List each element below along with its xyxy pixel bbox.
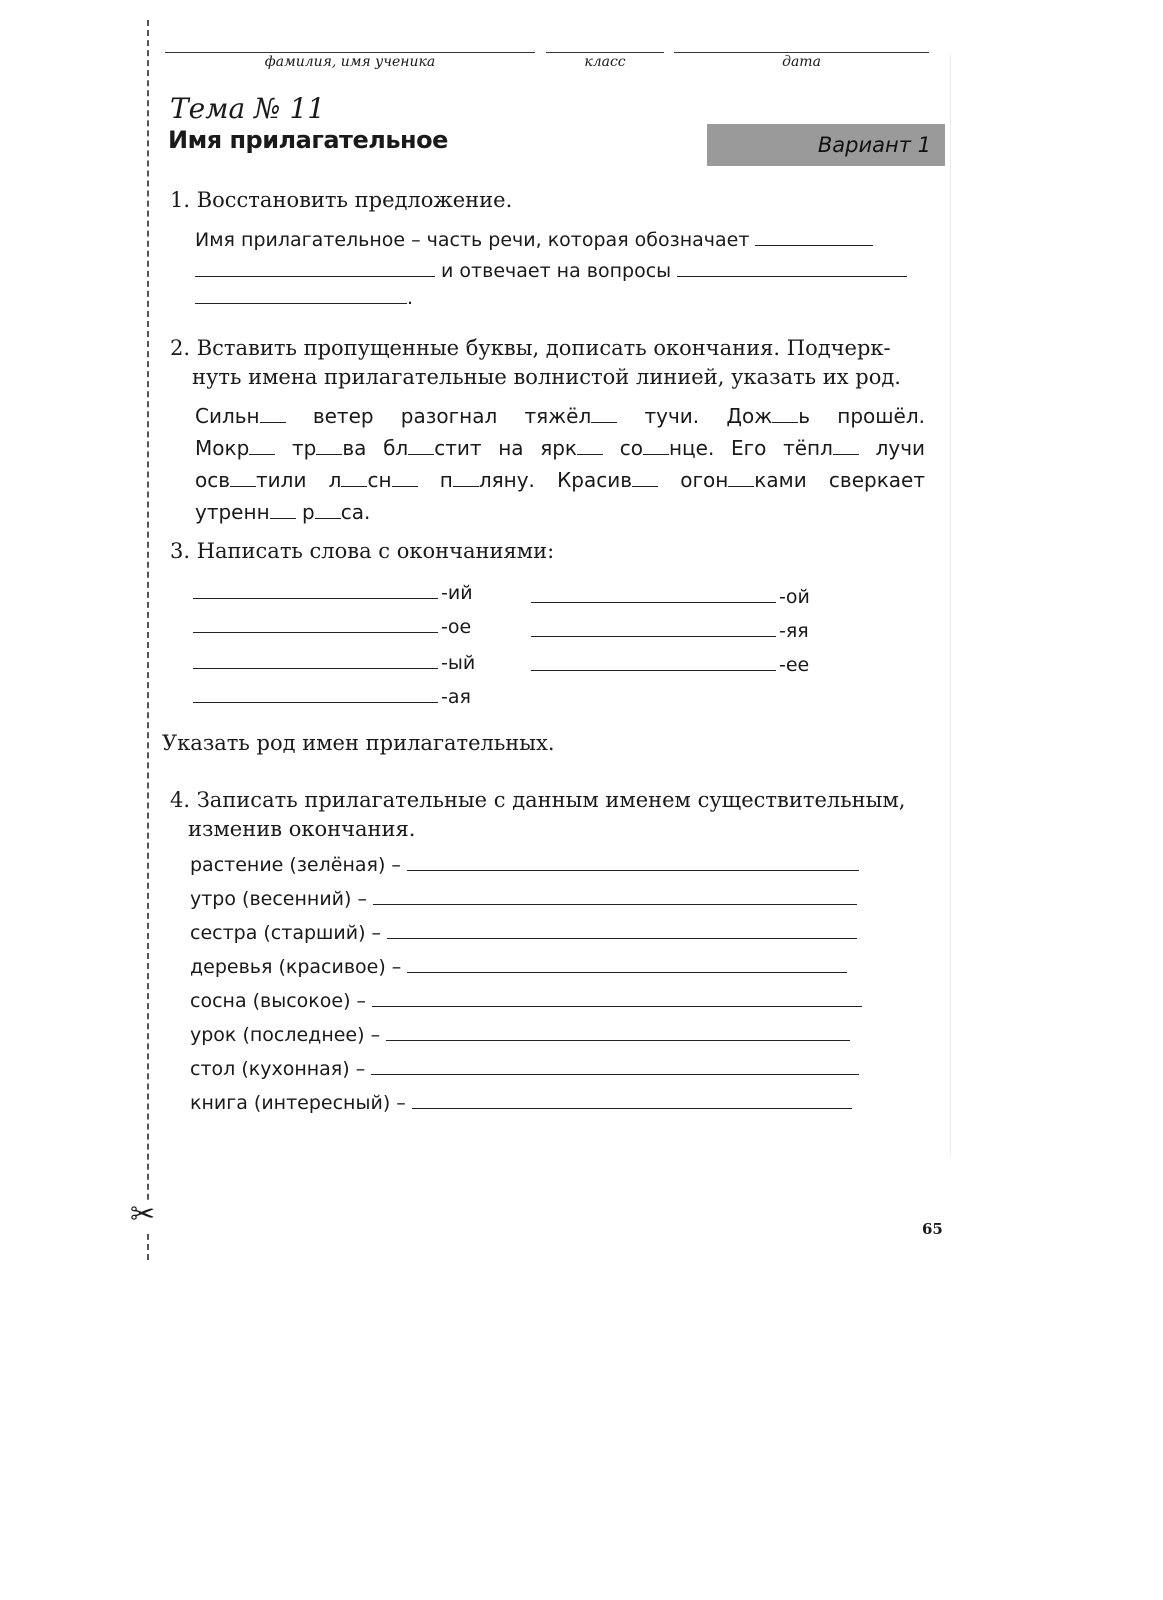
task3-footer: Указать род имен прилагательных. <box>162 731 555 755</box>
ending-row <box>531 582 810 608</box>
task4-heading-line1: 4. Записать прилагательные с данным именем существительным, <box>170 788 906 812</box>
task1-blank1[interactable] <box>755 225 873 246</box>
letter-blank[interactable] <box>408 440 434 455</box>
letter-blank[interactable] <box>772 408 798 423</box>
ending-row <box>531 616 809 642</box>
task4-item-label: сосна (высокое) – <box>190 990 367 1012</box>
ending-blank[interactable] <box>531 616 776 637</box>
word: стит на ярк <box>434 436 578 460</box>
task4-item <box>190 916 890 950</box>
word: осв <box>195 468 231 492</box>
task4-item-label: деревья (красивое) – <box>190 956 402 978</box>
student-name-label: фамилия, имя ученика <box>264 54 436 70</box>
ending-label: -ий <box>441 582 473 604</box>
task4-item <box>190 1018 890 1052</box>
task4-item <box>190 950 890 984</box>
task4-item <box>190 882 890 916</box>
task4-item-label: стол (кухонная) – <box>190 1058 366 1080</box>
letter-blank[interactable] <box>316 440 342 455</box>
word: Мокр <box>195 436 250 460</box>
letter-blank[interactable] <box>728 472 754 487</box>
task2-heading-line1: 2. Вставить пропущенные буквы, дописать окончания. Подчерк- <box>170 336 891 360</box>
word: р <box>302 500 315 524</box>
letter-blank[interactable] <box>453 472 479 487</box>
word: тили л <box>256 468 342 492</box>
word: ляну. Красив <box>478 468 633 492</box>
topic-title: Имя прилагательное <box>168 126 448 154</box>
letter-blank[interactable] <box>260 408 286 423</box>
letter-blank[interactable] <box>833 440 859 455</box>
task2-heading-line2: нуть имена прилагательные волнистой линией, указать их род. <box>192 365 901 389</box>
task4-item-label: сестра (старший) – <box>190 922 382 944</box>
task1-blank4[interactable] <box>195 283 407 304</box>
task2-line4 <box>195 496 925 528</box>
task2-line1 <box>195 400 925 432</box>
task1-blank2[interactable] <box>195 256 435 277</box>
word: ветер разогнал тяжёл <box>312 404 592 428</box>
task1-line1-text: Имя прилагательное – часть речи, которая обозначает <box>195 229 750 251</box>
ending-label: -яя <box>779 620 809 642</box>
class-field[interactable] <box>546 52 664 53</box>
task4-item <box>190 848 890 882</box>
task4-heading-line2: изменив окончания. <box>188 817 416 841</box>
ending-blank[interactable] <box>531 582 776 603</box>
task4-answer-blank[interactable] <box>372 986 862 1007</box>
ending-blank[interactable] <box>193 682 438 703</box>
word: лучи <box>875 436 926 460</box>
letter-blank[interactable] <box>577 440 603 455</box>
ending-label: -ая <box>441 686 471 708</box>
ending-label: -ой <box>779 586 810 608</box>
ending-blank[interactable] <box>531 650 776 671</box>
task1-line2-text: и отвечает на вопросы <box>441 260 672 282</box>
task4-answer-blank[interactable] <box>386 1020 850 1041</box>
task4-answer-blank[interactable] <box>412 1088 852 1109</box>
task1-blank3[interactable] <box>677 256 907 277</box>
word: нце. Его тёпл <box>668 436 833 460</box>
task4-item-label: урок (последнее) – <box>190 1024 381 1046</box>
letter-blank[interactable] <box>249 440 275 455</box>
word: сн <box>367 468 392 492</box>
task4-item <box>190 984 890 1018</box>
task4-item-label: растение (зелёная) – <box>190 854 401 876</box>
ending-row <box>531 650 809 676</box>
task3-heading: 3. Написать слова с окончаниями: <box>170 539 555 563</box>
word: Сильн <box>195 404 260 428</box>
ending-label: -ый <box>441 652 476 674</box>
cut-line <box>147 20 149 1260</box>
ending-label: -ое <box>441 616 472 638</box>
scissors-icon: ✂ <box>130 1197 156 1232</box>
ending-blank[interactable] <box>193 612 438 633</box>
ending-row <box>193 648 475 674</box>
date-label: дата <box>782 54 821 70</box>
word: п <box>439 468 453 492</box>
task1-line3 <box>195 283 413 314</box>
task1-end: . <box>407 287 414 309</box>
page-number: 65 <box>922 1220 943 1238</box>
student-name-field[interactable] <box>165 52 535 53</box>
word: са. <box>340 500 371 524</box>
task4-answer-blank[interactable] <box>407 850 859 871</box>
ending-row <box>193 612 471 638</box>
task2-exercise-text <box>195 400 925 528</box>
word: утренн <box>195 500 270 524</box>
word: со <box>619 436 643 460</box>
word: огон <box>680 468 729 492</box>
ending-blank[interactable] <box>193 648 438 669</box>
task4-answer-blank[interactable] <box>371 1054 859 1075</box>
task1-heading: 1. Восстановить предложение. <box>170 188 513 212</box>
task2-line2 <box>195 432 925 464</box>
ending-blank[interactable] <box>193 578 438 599</box>
letter-blank[interactable] <box>315 504 341 519</box>
word: ва бл <box>342 436 409 460</box>
task4-item-label: утро (весенний) – <box>190 888 367 910</box>
letter-blank[interactable] <box>632 472 658 487</box>
task4-item <box>190 1052 890 1086</box>
letter-blank[interactable] <box>392 472 418 487</box>
task4-heading <box>170 786 945 844</box>
topic-number: Тема № 11 <box>170 92 326 125</box>
ending-label: -ее <box>779 654 810 676</box>
task4-answer-blank[interactable] <box>407 952 847 973</box>
word: ками сверкает <box>754 468 925 492</box>
ending-row <box>193 682 471 708</box>
letter-blank[interactable] <box>230 472 256 487</box>
task4-item-label: книга (интересный) – <box>190 1092 406 1114</box>
task1-line1 <box>195 225 930 256</box>
task4-answer-blank[interactable] <box>387 918 857 939</box>
variant-badge: Вариант 1 <box>707 124 945 166</box>
task2-line3 <box>195 464 925 496</box>
word: тучи. Дож <box>644 404 773 428</box>
letter-blank[interactable] <box>341 472 367 487</box>
word: ь прошёл. <box>798 404 925 428</box>
task4-answer-blank[interactable] <box>373 884 857 905</box>
letter-blank[interactable] <box>643 440 669 455</box>
date-field[interactable] <box>674 52 929 53</box>
class-label: класс <box>584 54 626 70</box>
word: тр <box>291 436 317 460</box>
task4-item <box>190 1086 890 1120</box>
letter-blank[interactable] <box>270 504 296 519</box>
ending-row <box>193 578 473 604</box>
task4-list <box>190 848 890 1120</box>
task2-heading <box>170 334 945 392</box>
letter-blank[interactable] <box>591 408 617 423</box>
